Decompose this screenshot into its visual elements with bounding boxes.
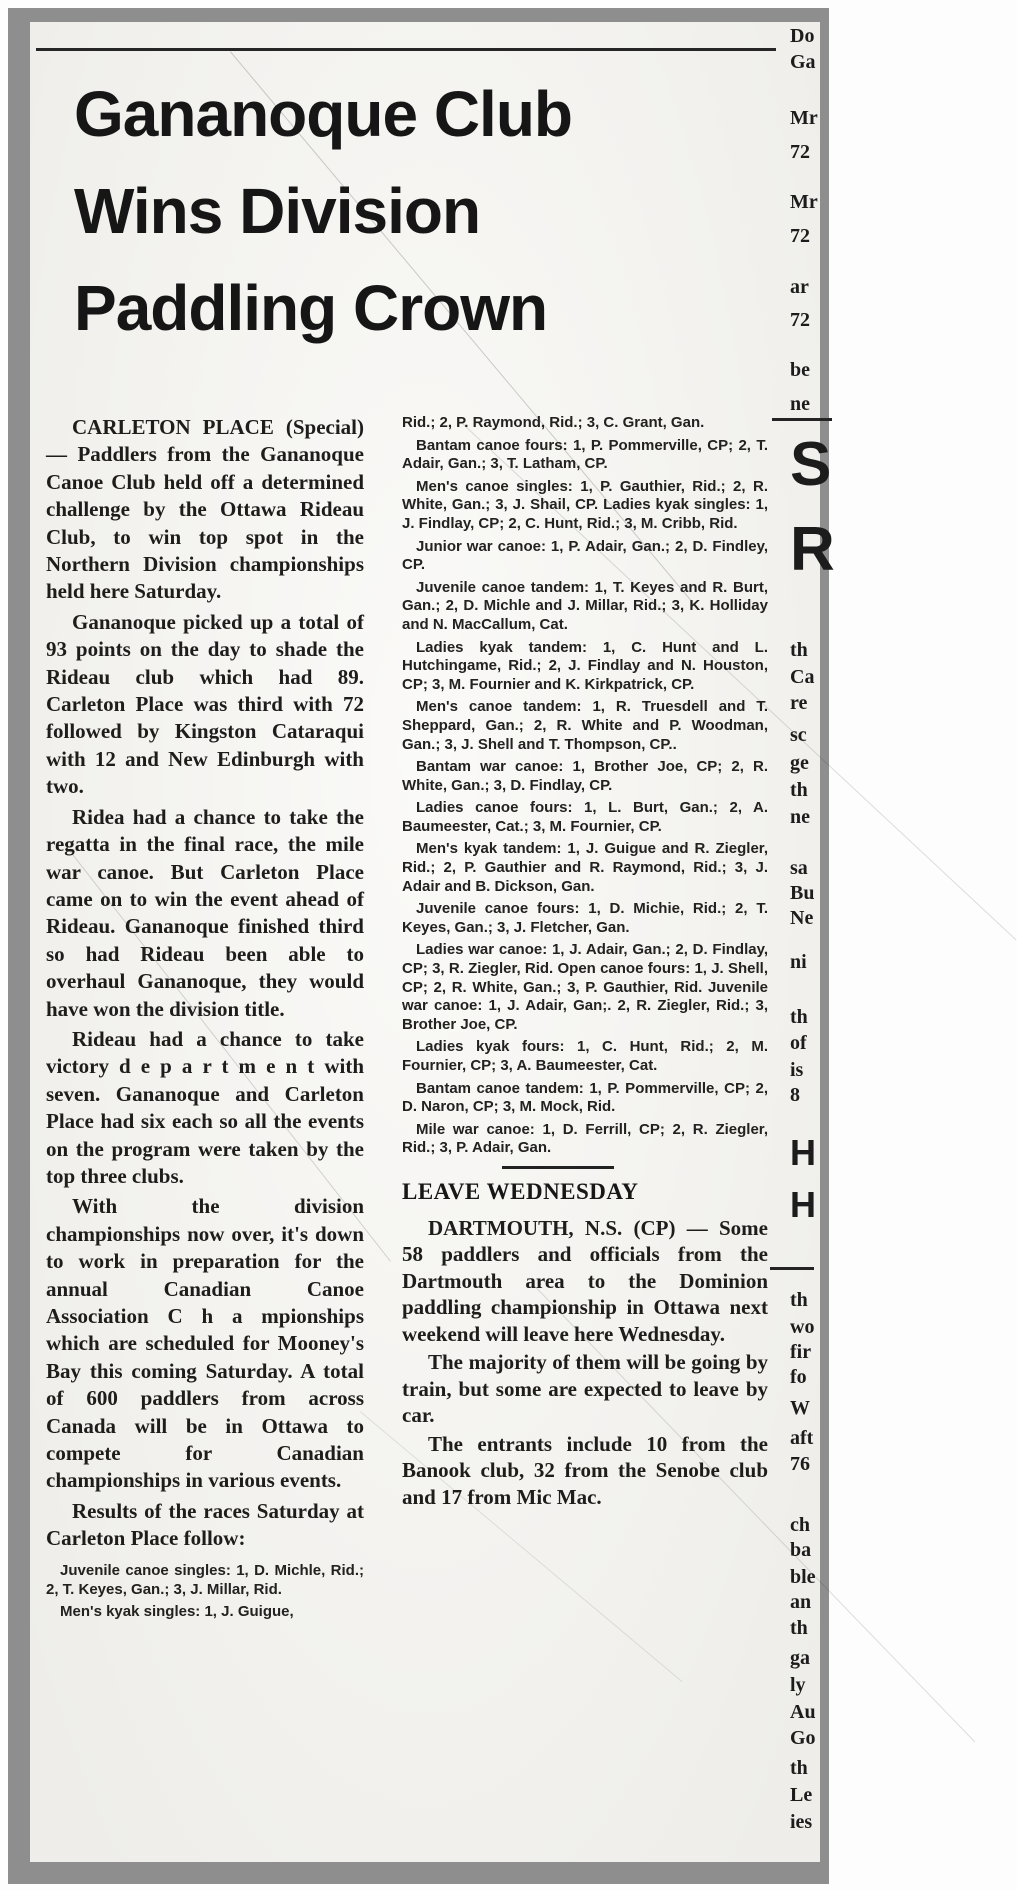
article-paragraphs <box>46 414 364 1553</box>
clipped-text-fragment: is <box>790 1059 804 1081</box>
clipped-text-fragment: th <box>790 1006 808 1028</box>
result-entry: Junior war canoe: 1, P. Adair, Gan.; 2, D. Findley, CP. <box>402 537 768 574</box>
clipped-text-fragment: H <box>790 1184 816 1225</box>
article-paragraph: Gananoque picked up a total of 93 points on the day to shade the Rideau club which had 89. Carleton Place was third with 72 followed by Kingston Cataraqui with 12 and New Edinburgh with two. <box>46 609 364 799</box>
clipped-text-fragment: th <box>790 639 808 661</box>
newsprint-page <box>30 22 835 1862</box>
clipped-text-fragment: Ne <box>790 907 814 929</box>
results-entries <box>402 437 768 1158</box>
clipped-text-fragment: Au <box>790 1701 816 1723</box>
result-entry: Mile war canoe: 1, D. Ferrill, CP; 2, R. Ziegler, Rid.; 3, P. Adair, Gan. <box>402 1120 768 1157</box>
result-entry: Juvenile canoe tandem: 1, T. Keyes and R. Burt, Gan.; 2, D. Michle and J. Millar, Rid.; 3, K. Holliday and N. MacCallum, Cat. <box>402 578 768 633</box>
article-body-column <box>46 414 364 1624</box>
clipped-text-fragment: 72 <box>790 141 810 163</box>
result-entry: Ladies kyak fours: 1, C. Hunt, Rid.; 2, M. Fournier, CP; 3, A. Baumeester, Cat. <box>402 1038 768 1074</box>
clipped-text-fragment: ble <box>790 1566 816 1588</box>
clipped-text-fragment: 72 <box>790 225 810 247</box>
result-line: Juvenile canoe singles: 1, D. Michle, Rid.; 2, T. Keyes, Gan.; 3, J. Millar, Rid. <box>46 1561 364 1598</box>
clipped-text-fragment: 8 <box>790 1084 800 1106</box>
result-entry: Men's kyak tandem: 1, J. Guigue and R. Ziegler, Rid.; 2, P. Gauthier and R. Raymond, Rid.; 3, J. Adair and B. Dickson, Gan. <box>402 840 768 895</box>
clipped-text-fragment: fo <box>790 1366 807 1388</box>
result-entry: Ladies canoe fours: 1, L. Burt, Gan.; 2, A. Baumeester, Cat.; 3, M. Fournier, CP. <box>402 799 768 835</box>
photo-frame <box>8 8 835 1884</box>
subarticle-heading: LEAVE WEDNESDAY <box>402 1178 639 1204</box>
section-divider-rule <box>502 1166 614 1169</box>
article-paragraph: Ridea had a chance to take the regatta in the final race, the mile war canoe. But Carleton Place came on to win the event ahead of Rideau. Gananoque finished third so had Rideau been able to overhaul Gananoque, they would have won the division title. <box>46 804 364 1021</box>
article-paragraph: Rideau had a chance to take victory d e p a r t m e n t with seven. Gananoque and Carleton Place had six each so all the events on the program were taken by the top three clubs. <box>46 1026 364 1188</box>
clipped-text-fragment: Ga <box>790 51 816 73</box>
clipped-text-fragment: Bu <box>790 882 815 904</box>
clipped-text-fragment: ne <box>790 393 810 415</box>
clipped-text-fragment: sa <box>790 857 808 879</box>
clipped-text-fragment: W <box>790 1397 810 1419</box>
clipped-text-fragment: ne <box>790 806 810 828</box>
clipped-text-fragment: ba <box>790 1539 812 1561</box>
result-entry: Bantam canoe tandem: 1, P. Pommerville, CP; 2, D. Naron, CP; 3, M. Mock, Rid. <box>402 1079 768 1116</box>
clipped-text-fragment: an <box>790 1591 812 1613</box>
clipped-text-fragment: Ca <box>790 666 815 688</box>
clipped-text-fragment: be <box>790 359 810 381</box>
clipped-text-fragment: H <box>790 1132 816 1173</box>
result-line: Men's kyak singles: 1, J. Guigue, <box>60 1602 294 1620</box>
clipped-text-fragment: S <box>790 430 832 499</box>
headline-line-2: Wins Division <box>74 175 481 247</box>
results-column <box>402 414 768 1512</box>
clipped-text-fragment: sc <box>790 724 807 746</box>
clipped-text-fragment: 72 <box>790 309 810 331</box>
column-rule-fragment <box>772 418 832 421</box>
subarticle-paragraph: The entrants include 10 from the Banook club, 32 from the Senobe club and 17 from Mic Mac. <box>402 1431 768 1509</box>
subarticle-paragraph: DARTMOUTH, N.S. (CP) — Some 58 paddlers and officials from the Dartmouth area to the Dominion paddling championship in Ottawa next weekend will leave here Wednesday. <box>402 1215 768 1346</box>
clipped-text-fragment: wo <box>790 1316 815 1338</box>
clipped-text-fragment: ly <box>790 1674 806 1696</box>
subarticle-body <box>402 1215 768 1511</box>
clipped-text-fragment: Do <box>790 25 815 47</box>
result-entry: Bantam war canoe: 1, Brother Joe, CP; 2, R. White, Gan.; 3, D. Findlay, CP. <box>402 758 768 794</box>
clipped-text-fragment: Mr <box>790 191 818 213</box>
result-entry: Men's canoe tandem: 1, R. Truesdell and T. Sheppard, Gan.; 2, R. White and P. Woodman, Gan.; 3, J. Shell and T. Thompson, CP.. <box>402 698 768 753</box>
clipped-text-fragment: ni <box>790 951 807 973</box>
subarticle-paragraph: The majority of them will be going by train, but some are expected to leave by car. <box>402 1350 768 1428</box>
cut-off-adjacent-column <box>790 22 835 1862</box>
clipped-text-fragment: fir <box>790 1341 812 1363</box>
headline-line-3: Paddling Crown <box>74 272 548 344</box>
result-continuation-line: Rid.; 2, P. Raymond, Rid.; 3, C. Grant, Gan. <box>402 414 705 431</box>
article-top-rule <box>36 48 776 51</box>
clipped-text-fragment: ch <box>790 1514 810 1536</box>
article-paragraph: With the division championships now over, it's down to work in preparation for the annual Canadian Canoe Association C h a mpionships which are scheduled for Mooney's Bay this coming Saturday. A total of 600 paddlers from across Canada will be in Ottawa to compete for Canadian championships in various events. <box>46 1194 364 1493</box>
result-entry: Men's canoe singles: 1, P. Gauthier, Rid.; 2, R. White, Gan.; 3, J. Shail, CP. Ladies kyak singles: 1, J. Findlay, CP; 2, C. Hunt, Rid.; 3, M. Cribb, Rid. <box>402 477 768 532</box>
clipped-text-fragment: Mr <box>790 107 818 129</box>
result-entry: Juvenile canoe fours: 1, D. Michie, Rid.; 2, T. Keyes, Gan.; 3, J. Fletcher, Gan. <box>402 900 768 936</box>
clipped-text-fragment: Le <box>790 1784 813 1806</box>
clipped-text-fragment: th <box>790 779 808 801</box>
clipped-text-fragment: R <box>790 515 835 584</box>
clipped-text-fragment: th <box>790 1289 808 1311</box>
article-paragraph: Results of the races Saturday at Carleton Place follow: <box>46 1498 364 1551</box>
clipped-text-fragment: 76 <box>790 1453 810 1475</box>
clipped-text-fragment: re <box>790 692 808 714</box>
headline <box>74 66 784 357</box>
clipped-text-fragment: ga <box>790 1647 810 1669</box>
clipped-text-fragment: aft <box>790 1427 814 1449</box>
column-rule-fragment <box>770 1267 814 1270</box>
clipped-text-fragment: of <box>790 1032 807 1054</box>
clipped-text-fragment: th <box>790 1757 808 1779</box>
result-entry: Ladies kyak tandem: 1, C. Hunt and L. Hutchingame, Rid.; 2, J. Findlay and N. Houston, CP; 3, M. Fournier and K. Kirkpatrick, CP. <box>402 638 768 693</box>
clipped-text-fragment: ies <box>790 1811 813 1833</box>
clipped-text-fragment: ar <box>790 276 809 298</box>
result-entry: Ladies war canoe: 1, J. Adair, Gan.; 2, D. Findlay, CP; 3, R. Ziegler, Rid. Open canoe fours: 1, J. Shell, CP; 2, R. White, Gan.; 3, P. Gauthier, Rid. Juvenile war canoe: 1, J. Adair, Gan;. 2, R. Ziegler, Rid.; 3, Brother Joe, CP. <box>402 941 768 1033</box>
clipped-text-fragment: ge <box>790 752 809 774</box>
clipped-text-fragment: th <box>790 1617 808 1639</box>
result-entry: Bantam canoe fours: 1, P. Pommerville, CP; 2, T. Adair, Gan.; 3, T. Latham, CP. <box>402 436 768 473</box>
article-paragraph: CARLETON PLACE (Special) — Paddlers from the Gananoque Canoe Club held off a determined challenge by the Ottawa Rideau Club, to win top spot in the Northern Division championships held here Saturday. <box>46 415 364 604</box>
clipped-text-fragment: Go <box>790 1727 816 1749</box>
results-start <box>46 1561 364 1621</box>
headline-line-1: Gananoque Club <box>74 78 572 150</box>
